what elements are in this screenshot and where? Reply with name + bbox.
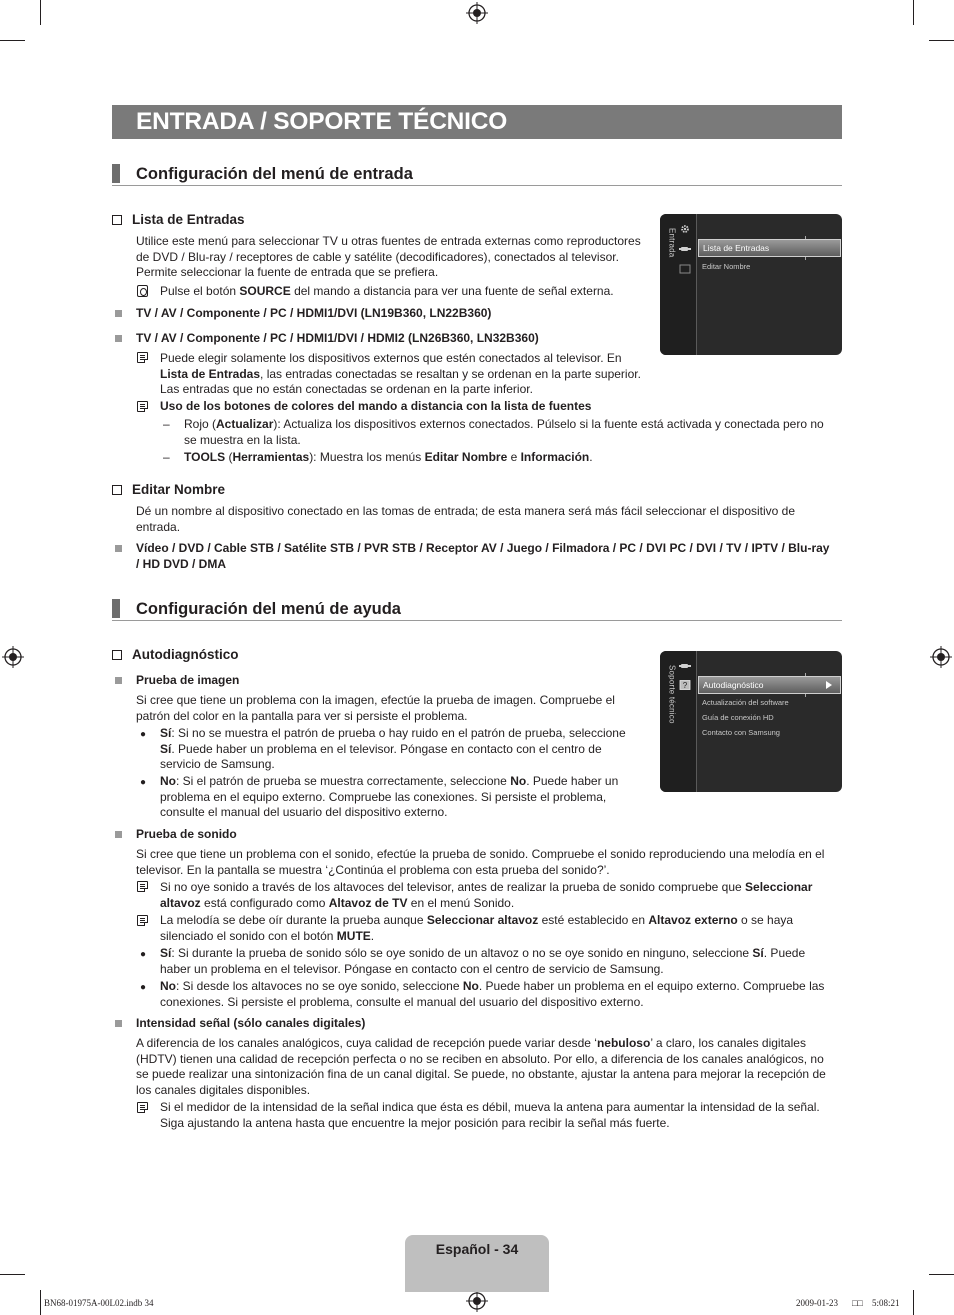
help-question-icon: [679, 680, 691, 690]
paragraph: Si cree que tiene un problema con el sonido, efectúe la prueba de sonido. Compruebe el sonido reproduciendo una melodía en el televisor. En la pantalla se muestra ‘¿Continúa el problema con esta prueba del sonido?’.: [136, 847, 825, 877]
menu-sidebar: [660, 651, 697, 792]
paragraph: Si cree que tiene un problema con la imagen, efectúe la prueba de imagen. Compruebe el patrón del color en la pantalla para ver si persiste el problema.: [136, 693, 615, 723]
registration-mark-icon: [466, 1290, 488, 1312]
menu-item-guia-hd: Guía de conexión HD: [702, 713, 774, 722]
menu-side-label: Entrada: [667, 228, 677, 258]
menu-item-actualizacion: Actualización del software: [702, 698, 789, 707]
dash-bullet: –: [163, 450, 170, 464]
crop-mark: [40, 0, 41, 25]
menu-list: [697, 651, 842, 792]
crop-mark: [40, 1290, 41, 1315]
test-title: Intensidad señal (sólo canales digitales): [136, 1016, 366, 1030]
input-plug-icon: [679, 661, 691, 671]
section-heading-entrada: [112, 164, 842, 186]
test-title: Prueba de imagen: [136, 673, 240, 687]
paragraph: A diferencia de los canales analógicos, cuya calidad de recepción puede variar desde ‘nebuloso’ a claro, los canales digitales (HDTV) tienen una calidad de recepción perfecta o no se reciben en absoluto. Por ello, a diferencia de los canales analógicos, no se puede realizar una sintonización fina de un canal digital. Se puede, no obstante, ajustar la antena para mejorar la recepción de los canales digitales disponibles.: [136, 1036, 826, 1097]
note: Uso de los botones de colores del mando a distancia con la lista de fuentes: [160, 399, 592, 413]
device-names: Vídeo / DVD / Cable STB / Satélite STB / PVR STB / Receptor AV / Juego / Filmadora / PC / DVI PC / DVI / TV / IPTV / Blu-ray / HD DVD / DMA: [136, 541, 830, 571]
gear-icon: [679, 224, 691, 234]
registration-mark-icon: [930, 646, 952, 668]
page-title: ENTRADA / SOPORTE TÉCNICO: [136, 108, 508, 135]
menu-sidebar: [660, 214, 697, 355]
square-bullet-icon: [115, 677, 122, 684]
tv-menu-entrada: [660, 214, 842, 355]
checkbox-bullet-icon: [112, 215, 122, 225]
crop-mark: [0, 1274, 25, 1275]
arrow-right-icon: [826, 681, 832, 689]
menu-side-label: Soporte técnico: [667, 665, 677, 724]
note-icon: [137, 352, 148, 363]
help-icon: [679, 264, 691, 274]
scroll-tick: [805, 257, 806, 260]
list-item: Sí: Si no se muestra el patrón de prueba o hay ruido en el patrón de prueba, seleccione Sí. Puede haber un problema en el televisor. Póngase en contacto con el centro de servicio de Samsung.: [160, 726, 626, 771]
list-item: No: Si el patrón de prueba se muestra correctamente, seleccione No. Puede haber un problema en el equipo externo. Compruebe las conexiones. Si persiste el problema, consulte el manual del usuario del dispositivo externo.: [160, 774, 619, 819]
crop-mark: [0, 40, 25, 41]
section-title: Configuración del menú de entrada: [136, 165, 413, 183]
registration-mark-icon: [2, 646, 24, 668]
checkbox-bullet-icon: [112, 485, 122, 495]
note-icon: [137, 881, 148, 892]
paragraph: Utilice este menú para seleccionar TV u otras fuentes de entrada externas como reproductores de DVD / Blu-ray / receptores de cable y satélite (decodificadores), conectados al televisor. Permite seleccionar la fuente de entrada que se prefiera.: [136, 234, 641, 279]
section-heading-ayuda: [112, 599, 842, 621]
round-bullet: ●: [140, 982, 147, 993]
section-marker: [112, 599, 120, 618]
paragraph: Dé un nombre al dispositivo conectado en las tomas de entrada; de esta manera será más fácil seleccionar el dispositivo de entrada.: [136, 504, 796, 534]
note: Si el medidor de la intensidad de la señal indica que ésta es débil, mueva la antena para aumentar la intensidad de la señal. Siga ajustando la antena hasta que encuentre la mejor posición para recibir la señal más fuerte.: [160, 1100, 820, 1130]
note: Puede elegir solamente los dispositivos externos que estén conectados al televisor. En Lista de Entradas, las entradas conectadas se resaltan y se ordenan en la parte superior. Las entradas que no están conectadas se ordenan en la parte inferior.: [160, 351, 641, 396]
subsection-heading-autodiagnostico: Autodiagnóstico: [112, 647, 239, 663]
checkbox-bullet-icon: [112, 650, 122, 660]
test-title: Prueba de sonido: [136, 827, 237, 841]
dash-bullet: –: [163, 417, 170, 431]
menu-item-editar-nombre: Editar Nombre: [702, 262, 751, 271]
round-bullet: ●: [140, 729, 147, 740]
square-bullet-icon: [115, 1020, 122, 1027]
crop-mark: [913, 1290, 914, 1315]
note-icon: [137, 401, 148, 412]
crop-mark: [913, 0, 914, 25]
dash-item: Rojo (Actualizar): Actualiza los dispositivos externos conectados. Púlselo si la fuente está activada y conectada pero no se muestra en la lista.: [184, 417, 824, 447]
square-bullet-icon: [115, 545, 122, 552]
note: Si no oye sonido a través de los altavoces del televisor, antes de realizar la prueba de sonido compruebe que Seleccionar altavoz está configurado como Altavoz de TV en el menú Sonido.: [160, 880, 813, 910]
note-icon: [137, 915, 148, 926]
menu-item-contacto: Contacto con Samsung: [702, 728, 780, 737]
dash-item: TOOLS (Herramientas): Muestra los menús Editar Nombre e Información.: [184, 450, 593, 464]
note: La melodía se debe oír durante la prueba aunque Seleccionar altavoz esté establecido en Altavoz externo o se haya silenciado el sonido con el botón MUTE.: [160, 913, 794, 943]
registration-mark-icon: [466, 2, 488, 24]
list-item: Sí: Si durante la prueba de sonido sólo se oye sonido de un altavoz o no se oye sonido en ninguno, seleccione Sí. Puede haber un problema en el televisor. Póngase en contacto con el centro de servicio de Samsung.: [160, 946, 806, 976]
menu-list: [697, 214, 842, 355]
subsection-heading-lista: Lista de Entradas: [112, 212, 245, 228]
page-number: Español - 34: [435, 1241, 519, 1257]
tv-menu-soporte: [660, 651, 842, 792]
square-bullet-icon: [115, 310, 122, 317]
round-bullet: ●: [140, 949, 147, 960]
model-inputs: TV / AV / Componente / PC / HDMI1/DVI / HDMI2 (LN26B360, LN32B360): [136, 331, 539, 345]
note-icon: [137, 1102, 148, 1113]
subsection-heading-editar: Editar Nombre: [112, 482, 225, 498]
footer-time: 5:08:21: [872, 1298, 900, 1308]
page-number-tab: [405, 1235, 549, 1292]
crop-mark: [929, 1274, 954, 1275]
menu-item-lista-de-entradas: Lista de Entradas: [698, 239, 841, 257]
model-inputs: TV / AV / Componente / PC / HDMI1/DVI (LN19B360, LN22B360): [136, 306, 492, 320]
section-marker: [112, 164, 120, 183]
crop-mark: [929, 40, 954, 41]
svg-text:?: ?: [682, 681, 688, 690]
operation-note-icon: [137, 285, 148, 297]
section-title: Configuración del menú de ayuda: [136, 600, 401, 618]
round-bullet: ●: [140, 777, 147, 788]
input-plug-icon: [679, 244, 691, 254]
title-bar: [112, 105, 842, 139]
square-bullet-icon: [115, 335, 122, 342]
scroll-tick: [805, 694, 806, 697]
footer-date: 2009-01-23: [796, 1298, 838, 1308]
square-bullet-icon: [115, 831, 122, 838]
list-item: No: Si desde los altavoces no se oye sonido, seleccione No. Puede haber un problema en el equipo externo. Compruebe las conexiones. Si persiste el problema, consulte el manual del usuario del dispositivo externo.: [160, 979, 825, 1009]
footer-glyphs: □□: [852, 1298, 863, 1308]
note: Pulse el botón SOURCE del mando a distancia para ver una fuente de señal externa.: [160, 284, 614, 298]
footer-file: BN68-01975A-00L02.indb 34: [44, 1298, 154, 1308]
menu-item-autodiagnostico: Autodiagnóstico: [698, 676, 841, 694]
